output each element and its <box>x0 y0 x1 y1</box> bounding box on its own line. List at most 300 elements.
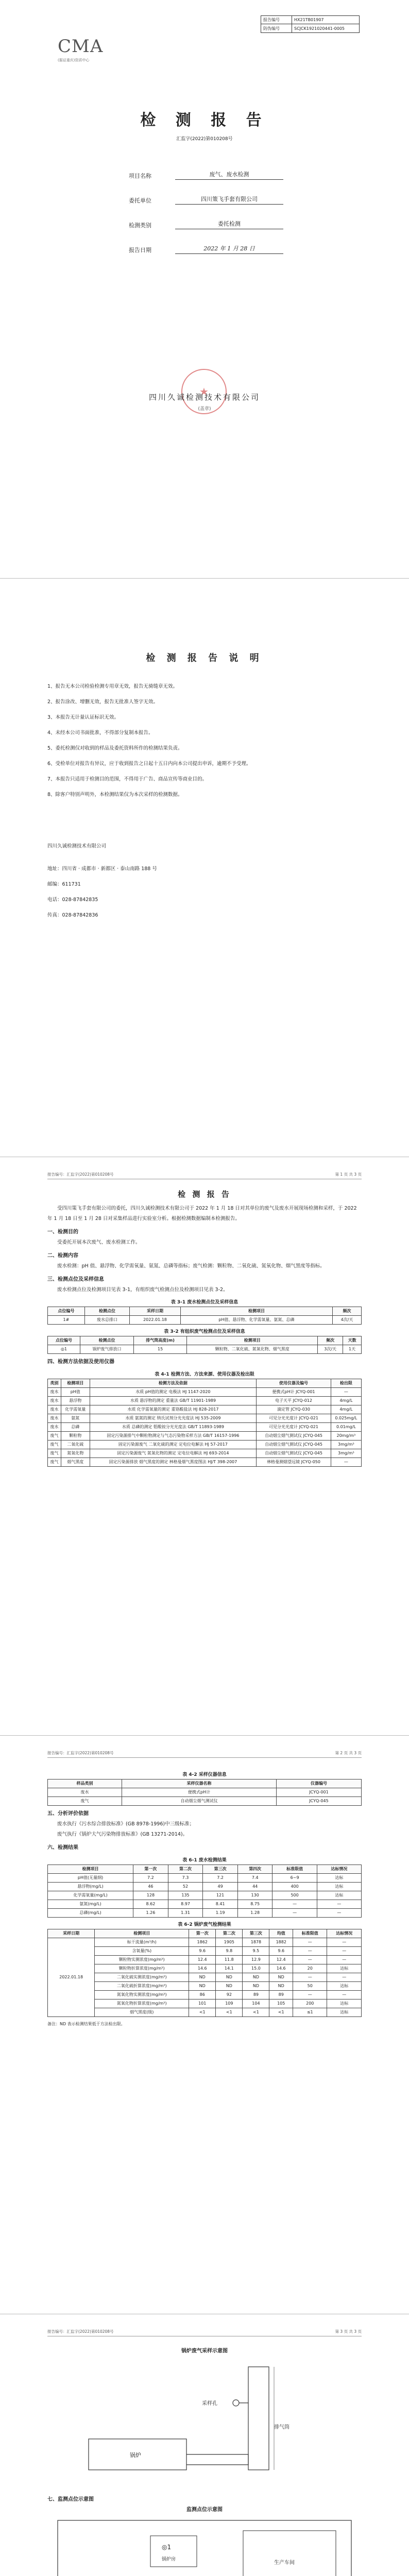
contact-fax: 传真：028-87842836 <box>47 912 98 918</box>
table-row <box>48 1788 362 1797</box>
sampling-port-label: 采样孔 <box>202 2401 217 2406</box>
table-header-cell: 达标情况 <box>317 1865 361 1874</box>
boiler-room-outline <box>150 2536 197 2567</box>
table-cell: 3mg/m³ <box>331 1449 361 1458</box>
table-cell: 15.0 <box>243 1964 269 1973</box>
table-cell: 104 <box>243 1999 269 2008</box>
table-row <box>48 2008 362 2017</box>
table-cell: 水质 总磷的测定 钼酸铵分光光度法 GB/T 11893-1989 <box>90 1423 257 1432</box>
table-caption: 表 4-1 检测方法、方法来源、使用仪器及检出限 <box>155 1372 254 1377</box>
table-cell: 固定污染源排放 烟气黑度的测定 林格曼烟气黑度图法 HJ/T 398-2007 <box>90 1458 257 1467</box>
contact-address: 地址：四川省 · 成都市 · 新都区 · 泰山南路 188 号 <box>47 866 157 872</box>
table-cell: 电子天平 JCYQ-012 <box>257 1397 331 1405</box>
table-header-cell: 检测项目 <box>61 1379 90 1388</box>
table-header-cell: 点位编号 <box>48 1336 80 1345</box>
section-basis-line: 废水执行《污水综合排放标准》(GB 8978-1996)中三级标准； <box>57 1821 195 1827</box>
cover-page <box>0 0 409 579</box>
table-cell: 9.6 <box>269 1947 293 1956</box>
table-cell: 200 <box>293 1999 327 2008</box>
monitoring-map <box>47 2515 362 2576</box>
notes-item: 4、未经本公司书面批准，不得部分复制本报告。 <box>47 730 154 736</box>
table-cell: 12.4 <box>189 1956 216 1964</box>
table-cell: 44 <box>237 1883 272 1891</box>
sampling-port-icon <box>233 2400 239 2406</box>
table-cell: 废水 <box>48 1414 61 1423</box>
table-cell: 89 <box>269 1991 293 1999</box>
table-cell: 达标 <box>317 1883 361 1891</box>
table-header-cell: 采样日期 <box>130 1307 181 1316</box>
table-row <box>48 1956 362 1964</box>
table-row <box>48 1414 362 1423</box>
table-header-cell: 检测项目 <box>48 1865 133 1874</box>
notes-item: 3、本报告无计量认证标识无效。 <box>47 715 120 720</box>
table-cell: <1 <box>189 2008 216 2017</box>
table-cell: 含氧量(%) <box>95 1947 189 1956</box>
table-cell: 1.28 <box>237 1909 272 1918</box>
report-body-1 <box>47 1189 362 1467</box>
table-cell: 固定污染源废气 氮氧化物的测定 定电位电解法 HJ 693-2014 <box>90 1449 257 1458</box>
seal-label: (盖章) <box>198 406 211 412</box>
methods-table <box>47 1379 362 1467</box>
field-category <box>129 219 283 229</box>
issuing-organization: 四川久诚检测技术有限公司 <box>148 393 260 402</box>
table-row <box>48 1938 362 1947</box>
table-row <box>48 1891 362 1900</box>
table-cell: 自动烟尘烟气测试仪 JCYQ-045 <box>257 1440 331 1449</box>
sampling-diagram <box>47 2357 362 2485</box>
table-cell: 氨氮 <box>61 1414 90 1423</box>
table-cell: 自动烟尘烟气测试仪 JCYQ-045 <box>257 1449 331 1458</box>
field-date <box>129 244 283 254</box>
table-cell: 氮氧化物 <box>61 1449 90 1458</box>
table-cell: — <box>272 1909 317 1918</box>
table-row <box>48 1397 362 1405</box>
table-cell: 50 <box>293 1982 327 1991</box>
table-cell: 废气 <box>48 1440 61 1449</box>
field-label: 检测类别 <box>129 222 151 229</box>
contact-org: 四川久诚检测技术有限公司 <box>47 843 107 849</box>
table-caption: 表 4-2 采样仪器信息 <box>182 1772 227 1777</box>
table-cell: 8.62 <box>133 1900 168 1909</box>
table-cell: ND <box>216 1973 243 1982</box>
table-cell: 氨氮(mg/L) <box>48 1900 133 1909</box>
table-cell: 1.26 <box>133 1909 168 1918</box>
notes-list <box>47 679 362 803</box>
table-row <box>48 1947 362 1956</box>
table-cell: 林格曼测烟望远镜 JCYQ-050 <box>257 1458 331 1467</box>
table-header-cell: 第四次 <box>237 1865 272 1874</box>
table-cell: 52 <box>168 1883 203 1891</box>
table-cell: 废水总排口 <box>84 1316 129 1325</box>
section-content-text: 废水检测：pH 值、悬浮物、化学需氧量、氨氮、总磷等指标；废气检测：颗粒物、二氧化硫、氮氧化物、烟气黑度等指标。 <box>57 1263 325 1269</box>
table-header-cell: 检测项目 <box>180 1307 332 1316</box>
table-cell: 水质 悬浮物的测定 重量法 GB/T 11901-1989 <box>90 1397 257 1405</box>
table-cell: 1.19 <box>203 1909 238 1918</box>
running-header-left: 报告编号：汇监字(2022)第010208号 <box>47 2329 114 2334</box>
table-cell: 固定污染源废气 二氧化硫的测定 定电位电解法 HJ 57-2017 <box>90 1440 257 1449</box>
header-key: 报告编号 <box>261 16 292 24</box>
table-cell: — <box>293 1956 327 1964</box>
header-value: HX21TB01907 <box>294 18 324 22</box>
table-cell: 悬浮物(mg/L) <box>48 1883 133 1891</box>
table-cell: 20 <box>293 1964 327 1973</box>
table-cell: 3次/天 <box>318 1345 343 1354</box>
table-cell: 颗粒物、二氧化硫、氮氧化物、烟气黑度 <box>187 1345 318 1354</box>
field-value: 2022 年 1 月 28 日 <box>175 244 283 254</box>
table-row <box>48 1900 362 1909</box>
table-cell: 2022.01.18 <box>130 1316 181 1325</box>
stack-label: 排气筒 <box>274 2425 289 2430</box>
notes-page <box>0 579 409 1157</box>
table-row <box>48 1797 362 1806</box>
table-cell: — <box>331 1458 361 1467</box>
table-caption: 表 3-1 废水检测点位及采样信息 <box>171 1300 238 1305</box>
table-cell: 固定污染源排气中颗粒物测定与气态污染物采样方法 GB/T 16157-1996 <box>90 1432 257 1440</box>
table-cell: <1 <box>269 2008 293 2017</box>
table-cell: 14.6 <box>269 1964 293 1973</box>
contact-phone: 电话：028-87842835 <box>47 897 98 903</box>
section-content-heading: 二、检测内容 <box>47 1253 78 1259</box>
table-cell: 废水 <box>48 1397 61 1405</box>
table-row <box>48 1874 362 1883</box>
table-cell: 15 <box>133 1345 186 1354</box>
table-cell: 颗粒物实测浓度(mg/m³) <box>95 1956 189 1964</box>
field-project <box>129 170 283 180</box>
table-header-cell: 天数 <box>343 1336 362 1345</box>
report-heading: 检 测 报 告 <box>178 1190 231 1199</box>
table-header-cell: 采样日期 <box>48 1929 95 1938</box>
table-cell: <1 <box>243 2008 269 2017</box>
table-header-cell: 仪器编号 <box>276 1780 361 1788</box>
boiler-exhaust-results-table <box>47 1929 362 2017</box>
notes-item: 2、报告涂改、增删无效，报告无批准人签字无效。 <box>47 699 159 705</box>
table-cell: ND <box>243 1973 269 1982</box>
table-cell: 8.41 <box>203 1900 238 1909</box>
table-cell: 滴定管 JCYQ-030 <box>257 1405 331 1414</box>
notes-title: 检 测 报 告 说 明 <box>146 653 263 664</box>
table-caption: 表 6-1 废水检测结果 <box>182 1858 227 1863</box>
table-row <box>48 1973 362 1982</box>
table-row <box>48 1423 362 1432</box>
table-header-cell: 频次 <box>318 1336 343 1345</box>
table-row <box>48 1964 362 1973</box>
table-cell: 烟气黑度 <box>61 1458 90 1467</box>
table-cell: 达标 <box>327 1999 362 2008</box>
table-cell: 废水 <box>48 1788 122 1797</box>
table-cell: 49 <box>203 1883 238 1891</box>
table-header-cell: 第二次 <box>216 1929 243 1938</box>
table-header-cell: 第三次 <box>243 1929 269 1938</box>
field-label: 项目名称 <box>129 173 151 179</box>
table-cell: 水质 化学需氧量的测定 重铬酸盐法 HJ 828-2017 <box>90 1405 257 1414</box>
table-cell: 废气 <box>48 1449 61 1458</box>
table-cell: 自动烟尘烟气测试仪 JCYQ-045 <box>257 1432 331 1440</box>
table-cell: 1882 <box>269 1938 293 1947</box>
notes-item: 6、受检单位对报告有异议，应于收到报告之日起十五日内向本公司提出申诉，逾期不予受理。 <box>47 761 251 767</box>
table-row <box>48 1440 362 1449</box>
table-header-cell: 检测点位 <box>84 1307 129 1316</box>
table-cell: 9.5 <box>243 1947 269 1956</box>
site-boundary <box>58 2520 351 2576</box>
contact-block <box>47 839 157 923</box>
report-page-3 <box>0 2314 409 2576</box>
table-cell: 烟气黑度(级) <box>95 2008 189 2017</box>
table-cell: 达标 <box>327 2008 362 2017</box>
table-cell: — <box>327 1938 362 1947</box>
table-cell: 4mg/L <box>331 1405 361 1414</box>
table-row <box>48 1999 362 2008</box>
table-cell: 0.025mg/L <box>331 1414 361 1423</box>
table-row <box>48 1449 362 1458</box>
table-cell: 标干流量(m³/h) <box>95 1938 189 1947</box>
table-cell: 可见分光光度计 JCYQ-021 <box>257 1423 331 1432</box>
table-row <box>48 1883 362 1891</box>
table-cell: 氮氧化物折算浓度(mg/m³) <box>95 1999 189 2008</box>
page-number: 第 1 页 共 3 页 <box>335 1172 362 1177</box>
table-cell: 7.4 <box>237 1874 272 1883</box>
table-cell: 11.8 <box>216 1956 243 1964</box>
table-row <box>48 1909 362 1918</box>
page-number: 第 2 页 共 3 页 <box>335 1751 362 1755</box>
table-cell: ND <box>269 1982 293 1991</box>
table-note: 备注：ND 表示检测结果低于方法检出限。 <box>47 2022 125 2026</box>
table-row <box>48 1388 362 1397</box>
table-header-cell: 第二次 <box>168 1865 203 1874</box>
sampling-diagram-title: 锅炉废气采样示意图 <box>181 2348 228 2354</box>
table-cell: 109 <box>216 1999 243 2008</box>
report-number: 汇监字(2022)第010208号 <box>176 137 233 142</box>
table-cell: 8.97 <box>168 1900 203 1909</box>
table-cell: 达标 <box>327 1964 362 1973</box>
sampling-date-cell: 2022.01.18 <box>48 1938 95 2017</box>
contact-postcode: 邮编：611731 <box>47 882 81 887</box>
table-cell: 3mg/m³ <box>331 1440 361 1449</box>
table-cell: 121 <box>203 1891 238 1900</box>
table-cell: 废气 <box>48 1458 61 1467</box>
table-cell: — <box>317 1909 361 1918</box>
table-header-cell: 使用仪器及编号 <box>257 1379 331 1388</box>
table-cell: 12.9 <box>243 1956 269 1964</box>
table-cell: 水质 氨氮的测定 纳氏试剂分光光度法 HJ 535-2009 <box>90 1414 257 1423</box>
cma-logo-text: CMA <box>58 36 104 57</box>
report-page-2 <box>0 1736 409 2314</box>
table-cell: 1862 <box>189 1938 216 1947</box>
table-cell: 4次/天 <box>333 1316 362 1325</box>
table-header-cell: 检测点位 <box>80 1336 134 1345</box>
table-header-cell: 达标情况 <box>327 1929 362 1938</box>
table-cell: 化学需氧量(mg/L) <box>48 1891 133 1900</box>
table-header-cell: 标准限值 <box>272 1865 317 1874</box>
table-header-cell: 检测方法及依据 <box>90 1379 257 1388</box>
table-header-cell: 第一次 <box>189 1929 216 1938</box>
table-cell: 颗粒物 <box>61 1432 90 1440</box>
table-cell: 12.4 <box>269 1956 293 1964</box>
section-points-text: 废水检测点位及检测项目见表 3-1，有组织废气检测点位及检测项目见表 3-2。 <box>57 1287 228 1293</box>
table-cell: pH值 <box>61 1388 90 1397</box>
table-cell: 8.75 <box>237 1900 272 1909</box>
report-page-1 <box>0 1157 409 1736</box>
header-value: SCJCK1921020441-0005 <box>294 26 345 31</box>
table-header-cell: 检测项目 <box>187 1336 318 1345</box>
field-value: 四川策飞手套有限公司 <box>175 195 283 205</box>
cma-code: (据证重庆)资质中心 <box>58 58 90 62</box>
table-cell: 氮氧化物实测浓度(mg/m³) <box>95 1991 189 1999</box>
table-cell: 水质 pH值的测定 电极法 HJ 1147-2020 <box>90 1388 257 1397</box>
table-row <box>48 1458 362 1467</box>
running-header <box>47 2329 362 2336</box>
boiler-room-label: 锅炉房 <box>162 2557 176 2562</box>
table-cell: 废水 <box>48 1405 61 1414</box>
exhaust-stack <box>248 2367 269 2470</box>
table-cell: — <box>327 1947 362 1956</box>
table-cell: 130 <box>237 1891 272 1900</box>
table-cell: 400 <box>272 1883 317 1891</box>
table-cell: 二氧化硫实测浓度(mg/m³) <box>95 1973 189 1982</box>
report-intro: 受四川策飞手套有限公司的委托，四川久诚检测技术有限公司于 2022 年 1 月 18 日对其单位的废气及废水开展现场检测和采样，于 2022 年 1 月 18 日至 1 月 28 日对采集样品进行实验室分析。根据检测数据编制本检测报告。 <box>47 1206 357 1222</box>
table-cell: — <box>327 1973 362 1982</box>
notes-item: 8、除客户特别声明外，本检测结果仅为本次采样的检测数据。 <box>47 792 183 798</box>
section-points-heading: 三、检测点位及采样信息 <box>47 1277 104 1282</box>
table-cell: 便携式pH计 <box>122 1788 277 1797</box>
table-cell: pH值、悬浮物、化学需氧量、氨氮、总磷 <box>180 1316 332 1325</box>
table-header-cell: 检出限 <box>331 1379 361 1388</box>
notes-item: 5、委托检测仅对收到的样品及委托资料所作的检测结果负责。 <box>47 745 183 751</box>
table-cell: — <box>327 1956 362 1964</box>
table-cell: 7.2 <box>133 1874 168 1883</box>
table-cell: 1天 <box>343 1345 362 1354</box>
table-cell: 1905 <box>216 1938 243 1947</box>
table-cell: — <box>327 1991 362 1999</box>
table-header-cell: 标准限值 <box>293 1929 327 1938</box>
table-cell: 92 <box>216 1991 243 1999</box>
table-cell: 0.01mg/L <box>331 1423 361 1432</box>
table-cell: 86 <box>189 1991 216 1999</box>
table-cell: 1.31 <box>168 1909 203 1918</box>
table-row <box>48 1405 362 1414</box>
table-cell: — <box>293 1973 327 1982</box>
table-cell: 二氧化硫 <box>61 1440 90 1449</box>
table-cell: 7.2 <box>203 1874 238 1883</box>
table-cell: ND <box>243 1982 269 1991</box>
cma-logo <box>58 36 109 63</box>
running-header <box>47 1172 362 1179</box>
exhaust-point-marker: ◎1 <box>162 2544 172 2551</box>
table-cell: — <box>293 1938 327 1947</box>
table-cell: — <box>317 1900 361 1909</box>
table-cell: 105 <box>269 1999 293 2008</box>
table-row <box>48 1432 362 1440</box>
page-number: 第 3 页 共 3 页 <box>335 2329 362 2334</box>
exhaust-points-table <box>47 1336 362 1354</box>
wastewater-results-table <box>47 1865 362 1918</box>
sampling-instruments-table <box>47 1779 362 1806</box>
table-header-cell: 均值 <box>269 1929 293 1938</box>
table-cell: 500 <box>272 1891 317 1900</box>
table-row <box>48 1345 362 1354</box>
table-cell: 6~9 <box>272 1874 317 1883</box>
table-cell: 悬浮物 <box>61 1397 90 1405</box>
section-results-heading: 六、检测结果 <box>47 1845 78 1851</box>
table-cell: JCYQ-001 <box>276 1788 361 1797</box>
field-label: 委托单位 <box>129 197 151 204</box>
table-cell: 废水 <box>48 1388 61 1397</box>
table-cell: 1878 <box>243 1938 269 1947</box>
workshop-outline <box>243 2531 336 2576</box>
table-cell: 颗粒物折算浓度(mg/m³) <box>95 1964 189 1973</box>
table-cell: — <box>293 1991 327 1999</box>
table-cell: — <box>293 1947 327 1956</box>
running-header <box>47 1750 362 1758</box>
notes-item: 7、本报告只适用于检测目的范围，不得用于广告、商品宣传等商业目的。 <box>47 776 208 782</box>
report-header-box <box>261 15 360 33</box>
workshop-label: 生产车间 <box>274 2560 295 2566</box>
table-cell: 89 <box>243 1991 269 1999</box>
table-header-cell: 第一次 <box>133 1865 168 1874</box>
table-cell: 135 <box>168 1891 203 1900</box>
field-label: 报告日期 <box>129 247 151 253</box>
wastewater-points-table <box>47 1307 362 1325</box>
table-cell: 4mg/L <box>331 1397 361 1405</box>
field-client <box>129 195 283 205</box>
table-cell: — <box>331 1388 361 1397</box>
running-header-left: 报告编号：汇监字(2022)第010208号 <box>47 1172 114 1177</box>
table-cell: ND <box>189 1973 216 1982</box>
section-basis-line: 废气执行《锅炉大气污染物排放标准》(GB 13271-2014)。 <box>57 1832 188 1837</box>
table-cell: 锅炉废气排放口 <box>80 1345 134 1354</box>
section-purpose-text: 受委托开展本次废气、废水检测工作。 <box>57 1240 141 1245</box>
map-title: 监测点位示意图 <box>186 2507 223 2513</box>
table-cell: 达标 <box>327 1982 362 1991</box>
table-cell: 达标 <box>317 1891 361 1900</box>
boiler-label: 锅炉 <box>130 2452 141 2459</box>
notes-item: 1、报告无本公司检验检测专用章无效，报告无骑缝章无效。 <box>47 684 178 689</box>
table-cell: ≤1 <box>293 2008 327 2017</box>
section-map-heading: 七、监测点位示意图 <box>47 2497 94 2502</box>
report-body-3 <box>47 2346 362 2576</box>
section-basis-heading: 五、分析评价依据 <box>47 1811 89 1817</box>
table-cell: 14.1 <box>216 1964 243 1973</box>
report-title: 检 测 报 告 <box>140 111 269 129</box>
running-header-left: 报告编号：汇监字(2022)第010208号 <box>47 1751 114 1755</box>
table-cell: <1 <box>216 2008 243 2017</box>
table-cell: 9.6 <box>189 1947 216 1956</box>
table-row <box>48 1982 362 1991</box>
table-row <box>48 1316 362 1325</box>
table-cell: 可见分光光度计 JCYQ-021 <box>257 1414 331 1423</box>
table-cell: 128 <box>133 1891 168 1900</box>
table-cell: ND <box>189 1982 216 1991</box>
table-cell: — <box>272 1900 317 1909</box>
section-purpose-heading: 一、检测目的 <box>47 1229 78 1235</box>
table-caption: 表 3-2 有组织废气检测点位及采样信息 <box>164 1329 245 1334</box>
table-cell: ND <box>269 1973 293 1982</box>
table-header-cell: 检测项目 <box>95 1929 189 1938</box>
table-cell: 自动烟尘烟气测试仪 <box>122 1797 277 1806</box>
table-cell: ◎1 <box>48 1345 80 1354</box>
table-cell: 7.3 <box>168 1874 203 1883</box>
table-header-cell: 点位编号 <box>48 1307 85 1316</box>
table-row <box>48 1991 362 1999</box>
table-cell: 废水 <box>48 1423 61 1432</box>
table-cell: 14.6 <box>189 1964 216 1973</box>
table-cell: 废气 <box>48 1432 61 1440</box>
table-cell: JCYQ-045 <box>276 1797 361 1806</box>
flue-duct <box>186 2454 248 2465</box>
table-cell: 化学需氧量 <box>61 1405 90 1414</box>
field-value: 委托检测 <box>175 219 283 229</box>
table-cell: 二氧化硫折算浓度(mg/m³) <box>95 1982 189 1991</box>
table-header-cell: 类别 <box>48 1379 61 1388</box>
